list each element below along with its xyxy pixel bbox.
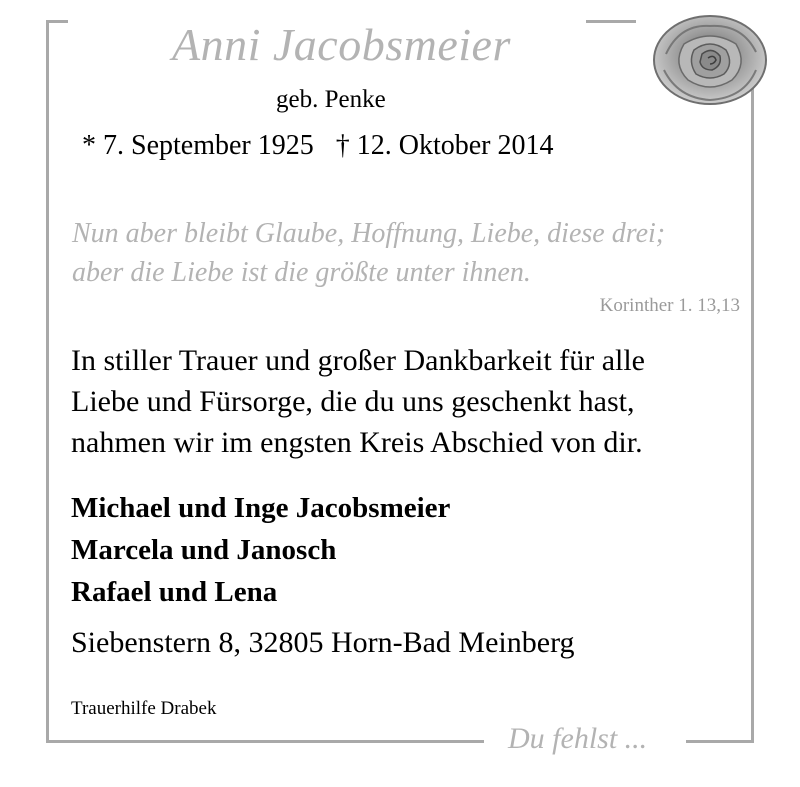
family-line: Rafael und Lena: [71, 576, 278, 608]
address: Siebenstern 8, 32805 Horn-Bad Meinberg: [71, 626, 575, 659]
maiden-name: geb. Penke: [276, 86, 386, 113]
bible-verse: [72, 214, 665, 292]
family-members: [71, 487, 450, 613]
verse-line: Nun aber bleibt Glaube, Hoffnung, Liebe, diese drei;: [72, 218, 666, 249]
frame-right-line: [751, 80, 754, 743]
closing-phrase: Du fehlst ...: [508, 722, 648, 755]
message-line: In stiller Trauer und großer Dankbarkeit für alle: [71, 344, 645, 377]
life-dates: [82, 130, 554, 162]
rose-icon: [650, 14, 770, 106]
birth-date: * 7. September 1925: [82, 130, 314, 161]
frame-top-left-line: [46, 20, 68, 23]
death-date: † 12. Oktober 2014: [335, 130, 554, 161]
message-line: nahmen wir im engsten Kreis Abschied von dir.: [71, 426, 643, 459]
deceased-name: Anni Jacobsmeier: [172, 19, 511, 70]
message-line: Liebe und Fürsorge, die du uns geschenkt hast,: [71, 385, 635, 418]
family-line: Marcela und Janosch: [71, 534, 337, 566]
frame-left-line: [46, 20, 49, 743]
mourning-message: [71, 340, 645, 463]
family-line: Michael und Inge Jacobsmeier: [71, 492, 451, 524]
frame-bottom-right-line: [686, 740, 754, 743]
frame-top-right-line: [586, 20, 636, 23]
undertaker-name: Trauerhilfe Drabek: [71, 698, 217, 719]
frame-bottom-left-line: [46, 740, 484, 743]
verse-reference: Korinther 1. 13,13: [599, 295, 740, 316]
verse-line: aber die Liebe ist die größte unter ihnen.: [72, 257, 531, 288]
